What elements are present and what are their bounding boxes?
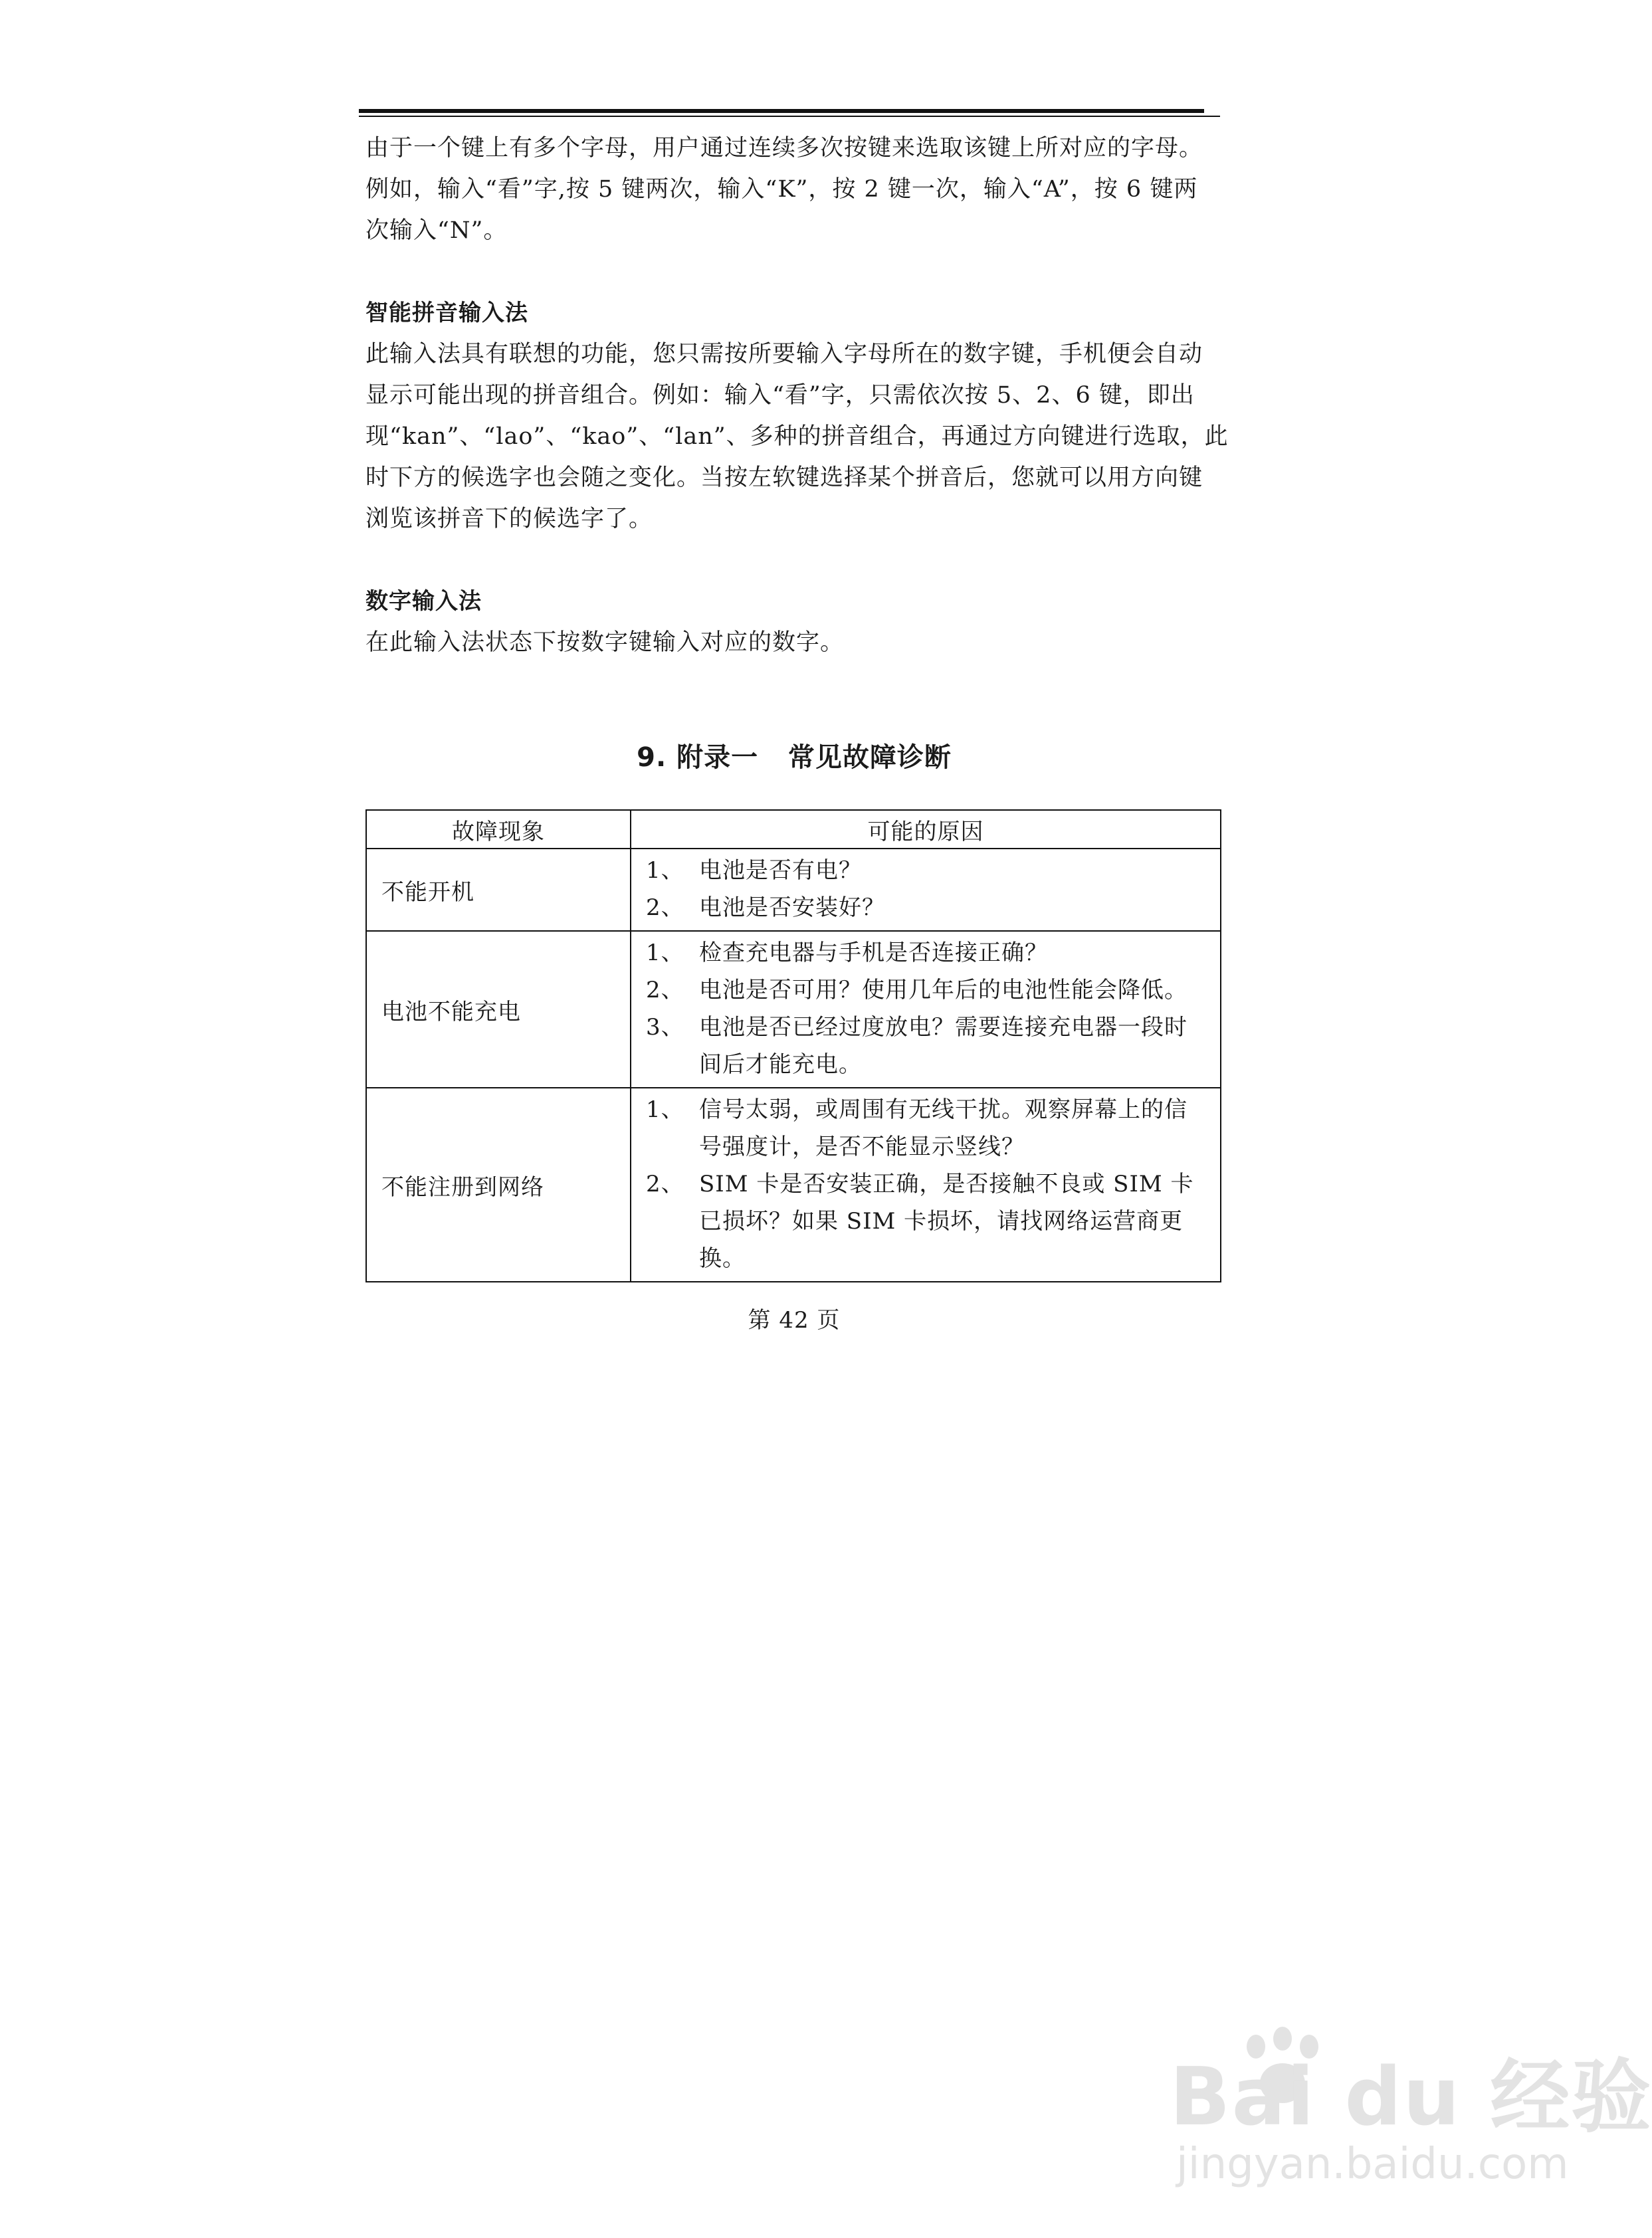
numeric-input-paragraph <box>365 622 1223 663</box>
table-row <box>366 849 1221 931</box>
cause-text: SIM 卡是否安装正确，是否接触不良或 SIM 卡已损坏？如果 SIM 卡损坏，请找网络运营商更换。 <box>699 1171 1194 1272</box>
smart-pinyin-line: 现“kan”、“lao”、“kao”、“lan”、多种的拼音组合，再通过方向键进行选取，此 <box>365 423 1229 450</box>
page-number: 第 42 页 <box>748 1307 841 1334</box>
causes-cell <box>631 931 1221 1088</box>
table-header-row <box>366 810 1221 849</box>
symptom-cell: 电池不能充电 <box>366 931 631 1088</box>
cause-text: 信号太弱，或周围有无线干扰。观察屏幕上的信号强度计，是否不能显示竖线？ <box>699 1096 1187 1160</box>
cause-item <box>646 889 1207 926</box>
numeric-input-heading: 数字输入法 <box>365 588 482 615</box>
body-content <box>365 128 1229 663</box>
cause-number: 3、 <box>646 1014 684 1041</box>
cause-number: 1、 <box>646 940 684 966</box>
cause-number: 2、 <box>646 977 684 1003</box>
intro-paragraph <box>365 128 1223 251</box>
cause-item <box>646 1166 1207 1277</box>
cause-text: 检查充电器与手机是否连接正确？ <box>699 940 1048 966</box>
smart-pinyin-line: 浏览该拼音下的候选字了。 <box>365 506 653 532</box>
causes-cell <box>631 1088 1221 1282</box>
intro-line: 由于一个键上有多个字母，用户通过连续多次按键来选取该键上所对应的字母。 <box>365 135 1203 161</box>
smart-pinyin-line: 此输入法具有联想的功能，您只需按所要输入字母所在的数字键，手机便会自动 <box>365 341 1203 367</box>
symptom-cell: 不能注册到网络 <box>366 1088 631 1282</box>
smart-pinyin-heading: 智能拼音输入法 <box>365 300 528 326</box>
header-rule-thin <box>359 116 1220 117</box>
intro-line: 例如，输入“看”字,按 5 键两次，输入“K”，按 2 键一次，输入“A”，按 6 键两 <box>365 176 1198 203</box>
cause-text: 电池是否有电？ <box>699 857 862 884</box>
fault-diagnosis-table <box>365 809 1221 1282</box>
baidu-jingyan-watermark <box>1130 2033 1652 2199</box>
cause-text: 电池是否可用？使用几年后的电池性能会降低。 <box>699 977 1187 1003</box>
smart-pinyin-line: 显示可能出现的拼音组合。例如：输入“看”字，只需依次按 5、2、6 键，即出 <box>365 382 1195 409</box>
cause-item <box>646 1091 1207 1166</box>
cause-item <box>646 1009 1207 1083</box>
cause-number: 2、 <box>646 1171 684 1197</box>
cause-number: 1、 <box>646 857 684 884</box>
cause-text: 电池是否已经过度放电？需要连接充电器一段时间后才能充电。 <box>699 1014 1187 1078</box>
cause-number: 1、 <box>646 1096 684 1123</box>
smart-pinyin-line: 时下方的候选字也会随之变化。当按左软键选择某个拼音后，您就可以用方向键 <box>365 464 1203 491</box>
watermark-brand: Bai du 经验 <box>1170 2051 1652 2144</box>
cause-item <box>646 934 1207 971</box>
column-header-symptom: 故障现象 <box>366 810 631 849</box>
smart-pinyin-paragraph <box>365 334 1229 540</box>
cause-text: 电池是否安装好？ <box>699 894 885 921</box>
symptom-cell: 不能开机 <box>366 849 631 931</box>
causes-cell <box>631 849 1221 931</box>
header-rule <box>359 109 1204 113</box>
numeric-input-line: 在此输入法状态下按数字键输入对应的数字。 <box>365 629 845 656</box>
watermark-url: jingyan.baidu.com <box>1176 2140 1569 2189</box>
cause-number: 2、 <box>646 894 684 921</box>
intro-line: 次输入“N”。 <box>365 217 508 244</box>
cause-item <box>646 971 1207 1009</box>
cause-item <box>646 852 1207 889</box>
column-header-cause: 可能的原因 <box>631 810 1221 849</box>
table-row <box>366 1088 1221 1282</box>
table-row <box>366 931 1221 1088</box>
section-title: 9. 附录一 常见故障诊断 <box>637 742 952 773</box>
